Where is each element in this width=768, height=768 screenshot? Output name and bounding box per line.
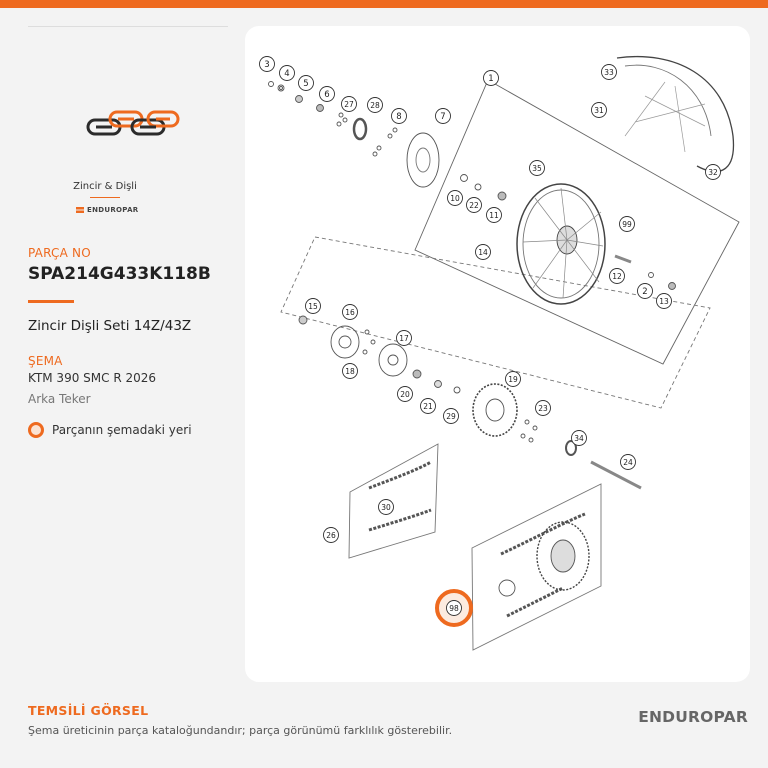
footer-title: TEMSİLİ GÖRSEL bbox=[28, 703, 149, 718]
callout-label: 1 bbox=[488, 74, 494, 84]
exploded-diagram bbox=[245, 26, 750, 682]
footer-note: Şema üreticinin parça kataloğundandır; parça görünümü farklılık gösterebilir. bbox=[28, 724, 453, 737]
callout-label: 14 bbox=[478, 248, 488, 257]
callout-label: 10 bbox=[450, 194, 460, 203]
vehicle-model: KTM 390 SMC R 2026 bbox=[28, 371, 157, 385]
sidebar-divider bbox=[28, 26, 228, 27]
callout-label: 23 bbox=[538, 404, 548, 413]
callout-label: 26 bbox=[326, 531, 336, 540]
schema-label: ŞEMA bbox=[28, 354, 63, 368]
part-no-underline bbox=[28, 300, 74, 303]
callout-label: 2 bbox=[642, 287, 648, 297]
callout-label: 11 bbox=[489, 211, 499, 220]
callout-label: 6 bbox=[324, 90, 330, 100]
callout-label: 31 bbox=[594, 106, 604, 115]
legend-text: Parçanın şemadaki yeri bbox=[52, 423, 192, 437]
part-number: SPA214G433K118B bbox=[28, 264, 211, 284]
callout-label: 21 bbox=[423, 402, 433, 411]
chain-logo-icon bbox=[86, 108, 180, 138]
callout-label: 33 bbox=[604, 68, 614, 77]
callout-label: 8 bbox=[396, 112, 402, 122]
schema-section: Arka Teker bbox=[28, 392, 91, 406]
callout-label: 3 bbox=[264, 60, 270, 70]
sidebar bbox=[28, 26, 228, 437]
callout-label: 98 bbox=[449, 604, 459, 613]
exploded-diagram-card bbox=[245, 26, 750, 682]
part-no-label: PARÇA NO bbox=[28, 246, 91, 260]
category-label: Zincir & Dişli bbox=[73, 181, 137, 192]
callout-label: 34 bbox=[574, 434, 584, 443]
brand-small bbox=[76, 206, 138, 214]
callout-label: 32 bbox=[708, 168, 718, 177]
callout-label: 4 bbox=[284, 69, 290, 79]
callout-label: 99 bbox=[622, 220, 632, 229]
callout-label: 7 bbox=[440, 112, 446, 122]
callout-label: 29 bbox=[446, 412, 456, 421]
top-accent-bar bbox=[0, 0, 768, 8]
callout-label: 15 bbox=[308, 302, 318, 311]
callout-label: 20 bbox=[400, 390, 410, 399]
callout-label: 28 bbox=[370, 101, 380, 110]
callout-label: 18 bbox=[345, 367, 355, 376]
callout-label: 30 bbox=[381, 503, 391, 512]
brand-small-text: ENDUROPAR bbox=[87, 206, 139, 214]
callout-label: 35 bbox=[532, 164, 542, 173]
location-legend bbox=[28, 422, 192, 438]
callout-label: 13 bbox=[659, 297, 669, 306]
brand-mark-icon bbox=[76, 207, 84, 213]
callout-label: 5 bbox=[303, 79, 309, 89]
callout-label: 16 bbox=[345, 308, 355, 317]
callout-label: 12 bbox=[612, 272, 622, 281]
legend-marker-icon bbox=[28, 422, 44, 438]
category-underline bbox=[90, 197, 120, 198]
callout-label: 17 bbox=[399, 334, 409, 343]
callout-label: 24 bbox=[623, 458, 633, 467]
callout-label: 22 bbox=[469, 201, 479, 210]
callout-label: 19 bbox=[508, 375, 518, 384]
footer-brand: ENDUROPAR bbox=[638, 708, 748, 726]
callout-label: 27 bbox=[344, 100, 354, 109]
part-name: Zincir Dişli Seti 14Z/43Z bbox=[28, 318, 192, 334]
